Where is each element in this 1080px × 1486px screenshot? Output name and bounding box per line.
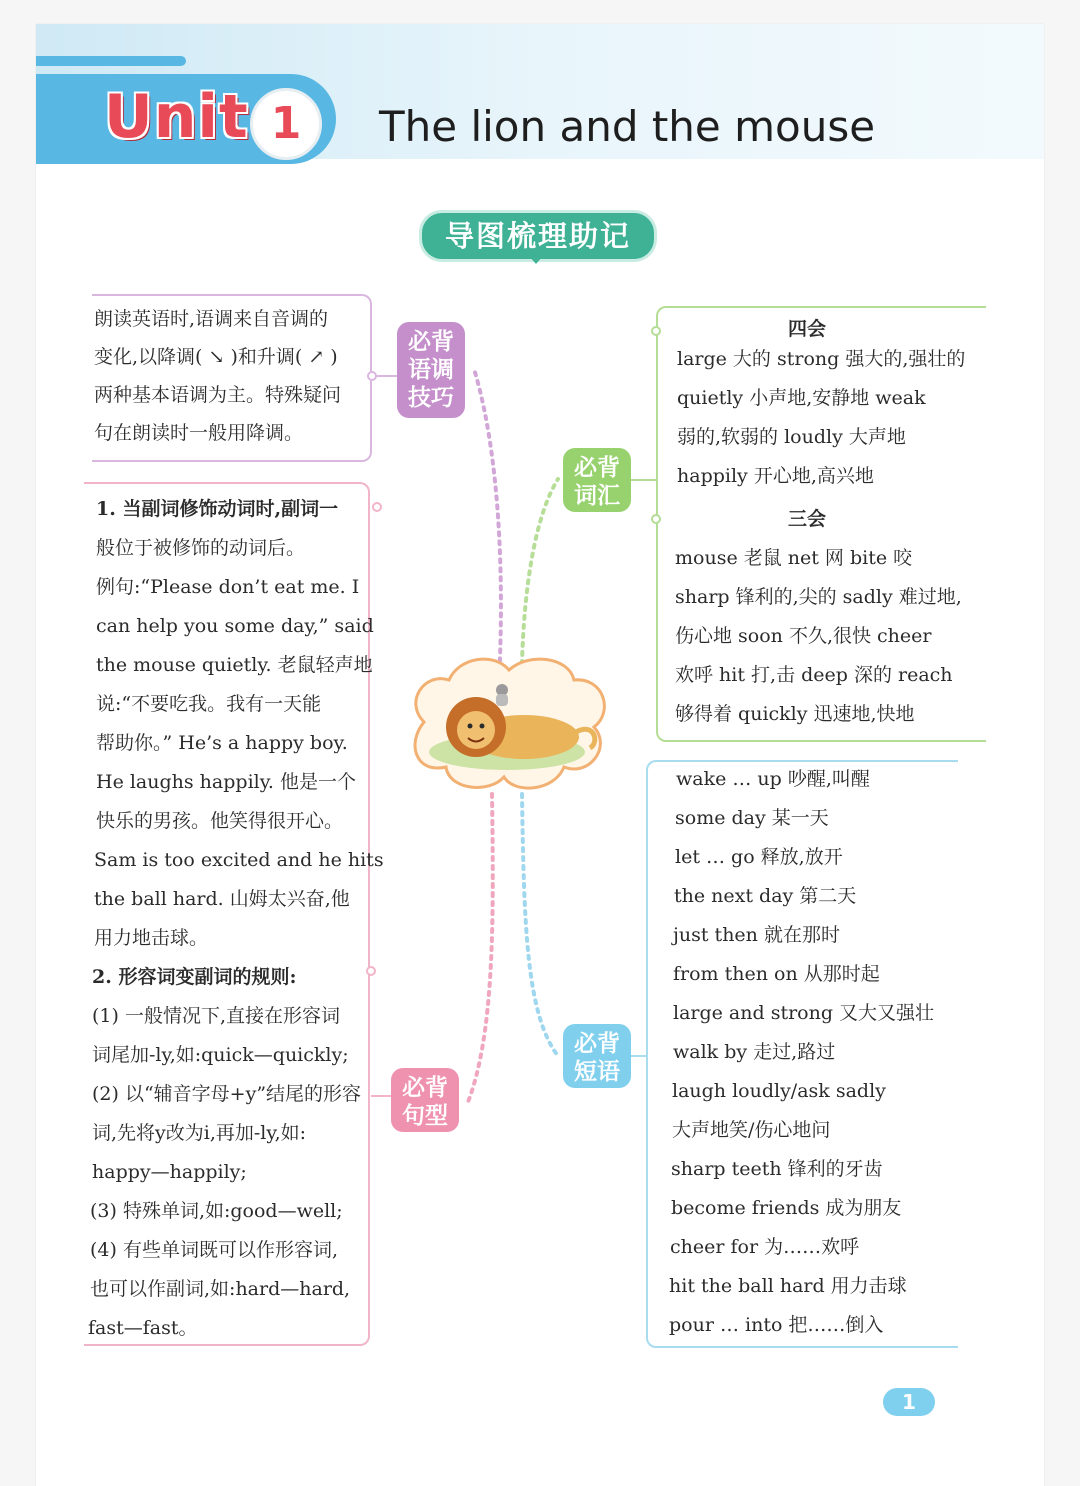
phrase-line: large and strong 又大又强壮: [673, 1002, 935, 1024]
vocab-line: 弱的,软弱的 loudly 大声地: [677, 426, 906, 448]
sentence-line: 快乐的男孩。他笑得很开心。: [96, 810, 344, 832]
sentence-line: 2. 形容词变副词的规则:: [92, 966, 297, 988]
node-dot: [651, 326, 661, 336]
unit-label: Unit: [104, 82, 249, 152]
node-dot: [366, 966, 376, 976]
sentence-line: happy—happily;: [92, 1161, 247, 1183]
intonation-line: 变化,以降调( ↘ )和升调( ↗ ): [94, 346, 338, 368]
sentence-line: can help you some day,” said: [96, 615, 374, 637]
node-dot: [372, 502, 382, 512]
phrases-label: [563, 1024, 631, 1088]
label-line: 必背: [574, 1031, 620, 1057]
three-skills-heading: 三会: [788, 508, 827, 530]
connector-to-vocabulary: [522, 479, 558, 664]
vocab-line: 欢呼 hit 打,击 deep 深的 reach: [675, 664, 953, 686]
sentence-line: Sam is too excited and he hits: [94, 849, 384, 871]
phrase-line: laugh loudly/ask sadly: [672, 1080, 886, 1102]
label-line: 句型: [402, 1103, 448, 1129]
label-line: 必背: [574, 455, 620, 481]
phrase-line: wake … up 吵醒,叫醒: [676, 768, 870, 790]
phrase-line: walk by 走过,路过: [673, 1041, 836, 1063]
sentences-label: [391, 1068, 459, 1132]
page-title: The lion and the mouse: [379, 102, 876, 151]
phrase-line: sharp teeth 锋利的牙齿: [671, 1158, 883, 1180]
sentence-line: 例句:“Please don’t eat me. I: [96, 576, 360, 598]
phrase-line: hit the ball hard 用力击球: [669, 1275, 907, 1297]
label-line: 必背: [408, 329, 454, 355]
sentence-line: 帮助你。” He’s a happy boy.: [96, 732, 348, 754]
phrase-line: just then 就在那时: [673, 924, 840, 946]
vocab-line: 够得着 quickly 迅速地,快地: [675, 703, 915, 725]
phrase-line: become friends 成为朋友: [671, 1197, 902, 1219]
label-line: 必背: [402, 1075, 448, 1101]
label-line: 短语: [574, 1059, 620, 1085]
phrase-line: 大声地笑/伤心地问: [672, 1119, 831, 1141]
intonation-label: [397, 322, 465, 418]
four-skills-heading: 四会: [788, 318, 827, 340]
sentence-line: 词,先将y改为i,再加-ly,如:: [92, 1122, 307, 1144]
label-line: 词汇: [574, 483, 620, 509]
intonation-line: 朗读英语时,语调来自音调的: [94, 308, 329, 330]
sentence-line: (4) 有些单词既可以作形容词,: [90, 1239, 338, 1261]
phrase-line: from then on 从那时起: [673, 963, 880, 985]
phrase-line: pour … into 把……倒入: [669, 1314, 884, 1336]
phrase-line: some day 某一天: [675, 807, 829, 829]
connector-to-phrases: [522, 794, 558, 1056]
label-line: 技巧: [408, 385, 454, 411]
sentence-line: He laughs happily. 他是一个: [96, 771, 357, 793]
vocabulary-label: [563, 448, 631, 512]
sentence-line: 般位于被修饰的动词后。: [96, 537, 306, 559]
workbook-page: [36, 24, 1044, 1486]
phrase-line: the next day 第二天: [674, 885, 857, 907]
connector-to-sentences: [468, 794, 493, 1102]
unit-number: 1: [250, 88, 322, 160]
sentence-line: (2) 以“辅音字母+y”结尾的形容: [92, 1083, 362, 1105]
sentence-line: 词尾加-ly,如:quick—quickly;: [92, 1044, 349, 1066]
vocab-line: 伤心地 soon 不久,很快 cheer: [675, 625, 932, 647]
sentence-line: the ball hard. 山姆太兴奋,他: [94, 888, 350, 910]
sentence-line: the mouse quietly. 老鼠轻声地: [96, 654, 373, 676]
lion-mouse-illustration: [404, 652, 610, 794]
vocab-line: happily 开心地,高兴地: [677, 465, 874, 487]
vocab-line: sharp 锋利的,尖的 sadly 难过地,: [675, 586, 962, 608]
sentence-line: (1) 一般情况下,直接在形容词: [92, 1005, 340, 1027]
vocab-line: quietly 小声地,安静地 weak: [677, 387, 926, 409]
sentence-line: fast—fast。: [88, 1317, 198, 1339]
node-dot: [651, 514, 661, 524]
phrase-line: cheer for 为……欢呼: [670, 1236, 860, 1258]
page-number-badge: 1: [883, 1388, 935, 1416]
label-line: 语调: [408, 357, 454, 383]
sentence-line: 说:“不要吃我。我有一天能: [96, 693, 322, 715]
sentence-line: 1. 当副词修饰动词时,副词一: [96, 498, 339, 520]
sentence-line: 也可以作副词,如:hard—hard,: [90, 1278, 351, 1300]
intonation-line: 句在朗读时一般用降调。: [94, 422, 304, 444]
sentence-line: 用力地击球。: [94, 927, 209, 949]
vocab-line: large 大的 strong 强大的,强壮的: [677, 348, 966, 370]
sentence-line: (3) 特殊单词,如:good—well;: [90, 1200, 343, 1222]
intonation-line: 两种基本语调为主。特殊疑问: [94, 384, 342, 406]
section-title-badge: 导图梳理助记: [419, 210, 657, 262]
phrase-line: let … go 释放,放开: [675, 846, 843, 868]
node-dot: [367, 371, 377, 381]
vocab-line: mouse 老鼠 net 网 bite 咬: [675, 547, 913, 569]
